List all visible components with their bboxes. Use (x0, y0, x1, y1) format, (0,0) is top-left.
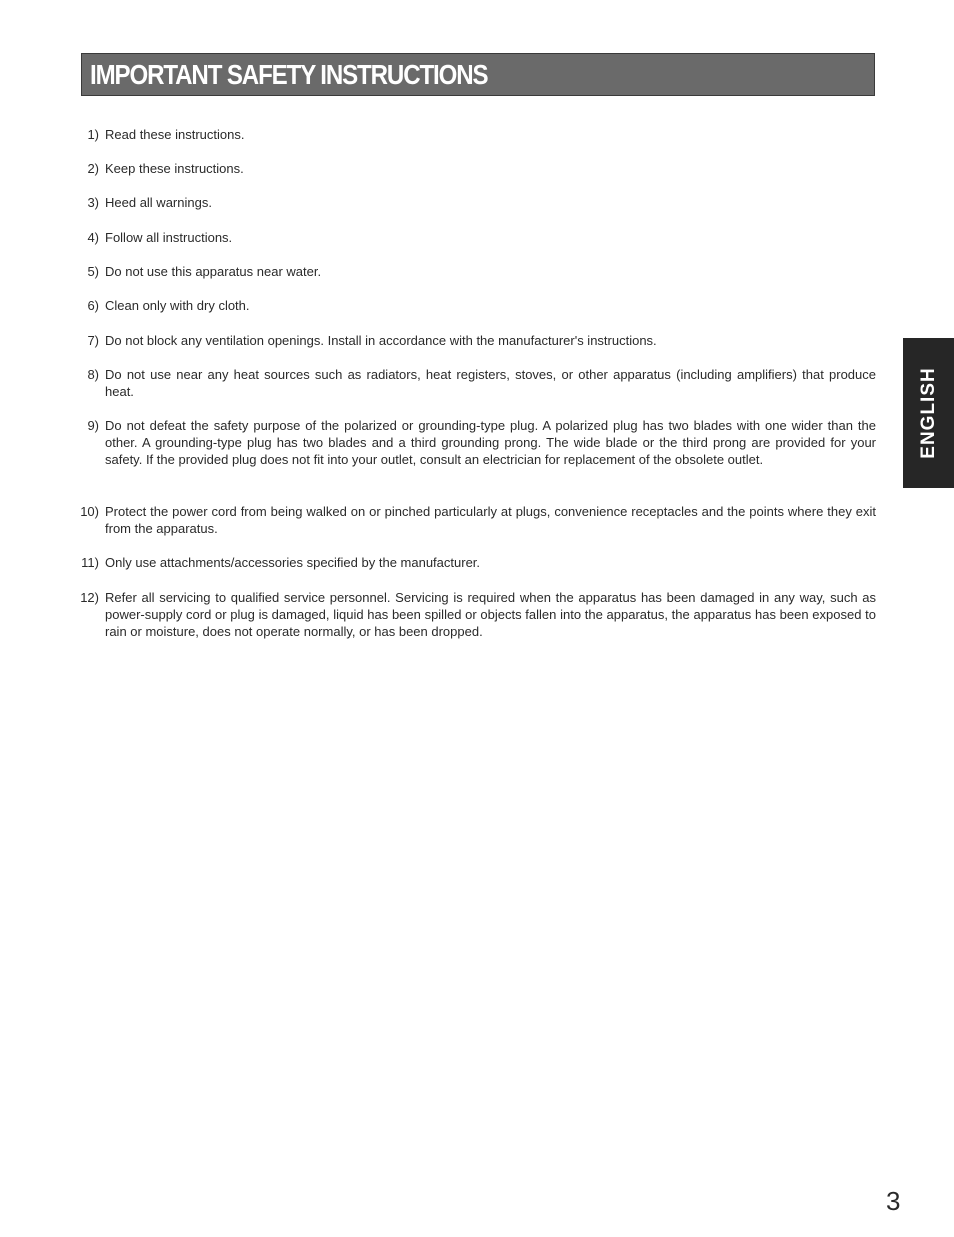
instruction-item (79, 554, 876, 571)
item-text: Follow all instructions. (105, 230, 233, 245)
item-number: 11) (81, 555, 99, 570)
item-text: Do not use near any heat sources such as radiators, heat registers, stoves, or other apparatus (including amplifiers) that produce heat. (105, 367, 876, 400)
instruction-item (79, 503, 876, 537)
item-text: Refer all servicing to qualified service personnel. Servicing is required when the apparatus has been damaged in any way, such as power-supply cord or plug is damaged, liquid has been spilled or objects fallen into the apparatus, the apparatus has been exposed to rain or moisture, does not operate normally, or has been dropped. (105, 590, 876, 640)
instruction-item (79, 160, 876, 177)
item-number: 10) (80, 504, 99, 519)
item-number: 1) (87, 127, 99, 142)
item-number: 5) (87, 264, 99, 279)
instruction-item (79, 589, 876, 641)
item-number: 6) (87, 298, 99, 313)
item-number: 3) (87, 195, 99, 210)
language-tab (903, 338, 954, 488)
page-title: IMPORTANT SAFETY INSTRUCTIONS (90, 59, 488, 90)
page-number: 3 (886, 1186, 901, 1216)
item-number: 2) (87, 161, 99, 176)
instruction-item (79, 229, 876, 246)
instruction-item (79, 194, 876, 211)
item-text: Read these instructions. (105, 127, 245, 142)
instruction-item (79, 297, 876, 314)
item-text: Keep these instructions. (105, 161, 244, 176)
item-number: 7) (87, 333, 99, 348)
item-number: 4) (87, 230, 99, 245)
item-text: Heed all warnings. (105, 195, 212, 210)
item-text: Clean only with dry cloth. (105, 298, 250, 313)
item-number: 8) (87, 367, 99, 382)
item-number: 9) (87, 418, 99, 433)
instruction-item (79, 263, 876, 280)
item-text: Do not block any ventilation openings. Install in accordance with the manufacturer's instructions. (105, 333, 657, 348)
item-text: Do not use this apparatus near water. (105, 264, 322, 279)
item-number: 12) (80, 590, 99, 605)
item-text: Do not defeat the safety purpose of the polarized or grounding-type plug. A polarized plug has two blades with one wider than the other. A grounding-type plug has two blades and a third grounding prong. The wide blade or the third prong are provided for your safety. If the provided plug does not fit into your outlet, consult an electrician for replacement of the obsolete outlet. (105, 418, 876, 468)
instruction-item (79, 417, 876, 469)
language-tab-label: ENGLISH (917, 367, 939, 459)
instruction-item (79, 366, 876, 400)
instruction-item (79, 332, 876, 349)
instruction-item (79, 126, 876, 143)
item-text: Only use attachments/accessories specified by the manufacturer. (105, 555, 481, 570)
item-text: Protect the power cord from being walked on or pinched particularly at plugs, convenience receptacles and the points where they exit from the apparatus. (105, 504, 876, 537)
title-bar (81, 53, 875, 96)
